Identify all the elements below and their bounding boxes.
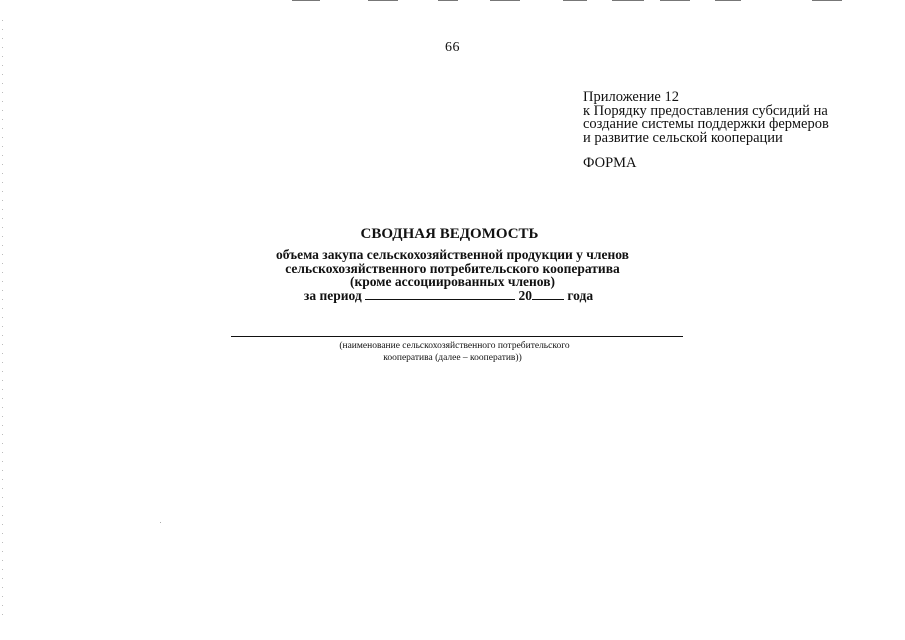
caption-line: (наименование сельскохозяйственного потребительского <box>339 341 570 351</box>
scan-artifact <box>612 0 644 1</box>
form-label: ФОРМА <box>583 155 637 171</box>
scan-speck <box>160 522 161 523</box>
year-blank[interactable] <box>532 289 564 300</box>
scan-artifact <box>490 0 520 1</box>
subtitle-line: (кроме ассоциированных членов) <box>350 274 555 289</box>
period-line <box>0 289 905 303</box>
scan-artifact <box>563 0 587 1</box>
period-prefix: за период <box>303 287 362 303</box>
appendix-line: Приложение 12 <box>583 89 679 105</box>
caption-line: кооператива (далее – кооператив)) <box>383 353 522 363</box>
appendix-line: и развитие сельской кооперации <box>583 129 783 146</box>
scan-artifact <box>438 0 458 1</box>
scan-artifact <box>292 0 320 1</box>
binding-edge <box>2 20 3 620</box>
page-number: 66 <box>445 40 460 55</box>
scan-artifact <box>812 0 842 1</box>
title-block <box>0 226 905 303</box>
subtitle-line: сельскохозяйственного потребительского кооператива <box>285 260 620 276</box>
year-prefix: 20 <box>518 287 532 303</box>
period-blank[interactable] <box>365 289 515 300</box>
scan-artifact <box>715 0 741 1</box>
period-suffix: года <box>567 287 594 303</box>
scan-artifact <box>660 0 690 1</box>
appendix-reference <box>583 91 903 145</box>
cooperative-name-field[interactable] <box>231 336 683 337</box>
cooperative-name-caption <box>0 340 905 364</box>
appendix-line: к Порядку предоставления субсидий на <box>583 102 828 119</box>
document-title: СВОДНАЯ ВЕДОМОСТЬ <box>360 226 539 242</box>
appendix-line: создание системы поддержки фермеров <box>583 116 829 132</box>
scan-artifact <box>368 0 398 1</box>
subtitle-line: объема закупа сельскохозяйственной продукции у членов <box>276 247 629 262</box>
